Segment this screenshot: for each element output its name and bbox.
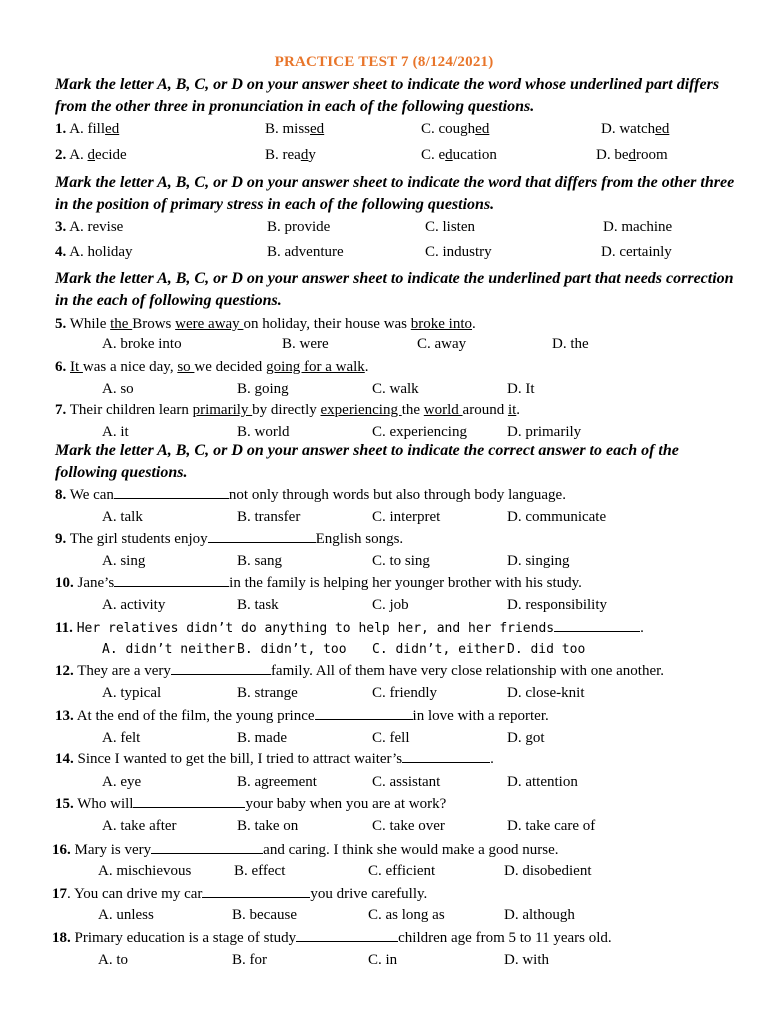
instruction-pronunciation: Mark the letter A, B, C, or D on your answer sheet to indicate the word whose underlined part differs from the other three in pronunciation in each of the following questions.: [55, 76, 720, 115]
option-b: B. because: [232, 907, 297, 923]
option-a: A. sing: [102, 553, 146, 569]
option-d: D. attention: [507, 774, 578, 790]
option-c: C. friendly: [372, 685, 437, 701]
option-a: A. to: [98, 952, 128, 968]
option-c: C. didn’t, either: [372, 642, 506, 657]
test-title: PRACTICE TEST 7 (8/124/2021): [274, 54, 494, 70]
option-d: D. bedroom: [596, 147, 668, 163]
question-14-stem: 14. Since I wanted to get the bill, I tried to attract waiter’s .: [55, 751, 494, 767]
option-c: C. job: [372, 597, 409, 613]
answer-blank: [554, 619, 640, 632]
answer-blank: [171, 662, 271, 675]
option-b: B. transfer: [237, 509, 301, 525]
option-a: A. it: [102, 424, 129, 440]
question-6-stem: 6. It was a nice day, so we decided going for a walk.: [55, 359, 369, 375]
option-a: A. mischievous: [98, 863, 192, 879]
instruction-stress: Mark the letter A, B, C, or D on your answer sheet to indicate the word that differs from the other three in the position of primary stress in each of the following questions.: [55, 174, 735, 213]
option-a: A. talk: [102, 509, 143, 525]
option-c: C. as long as: [368, 907, 445, 923]
option-d: D. certainly: [601, 244, 672, 260]
option-a: A. take after: [102, 818, 177, 834]
option-b: B. agreement: [237, 774, 317, 790]
option-c: C. away: [417, 336, 467, 352]
option-c: C. listen: [425, 219, 476, 235]
option-d: D. disobedient: [504, 863, 592, 879]
option-a: A. eye: [102, 774, 142, 790]
answer-blank: [133, 795, 245, 808]
option-b: B. task: [237, 597, 279, 613]
option-d: D. watched: [601, 121, 670, 137]
question-7-stem: 7. Their children learn primarily by directly experiencing the world around it.: [55, 402, 521, 418]
option-c: C. walk: [372, 381, 419, 397]
answer-blank: [402, 750, 490, 763]
option-c: C. industry: [425, 244, 492, 260]
option-d: D. communicate: [507, 509, 607, 525]
option-d: D. the: [552, 336, 589, 352]
option-b: B. didn’t, too: [237, 642, 347, 657]
option-b: B. going: [237, 381, 289, 397]
option-d: D. responsibility: [507, 597, 607, 613]
option-c: C. assistant: [372, 774, 441, 790]
option-b: B. effect: [234, 863, 286, 879]
option-d: D. although: [504, 907, 575, 923]
option-d: D. primarily: [507, 424, 582, 440]
answer-blank: [315, 707, 413, 720]
option-b: B. world: [237, 424, 290, 440]
option-c: C. experiencing: [372, 424, 467, 440]
option-a: A. unless: [98, 907, 154, 923]
option-c: C. education: [421, 147, 497, 163]
option-b: B. adventure: [267, 244, 344, 260]
option-b: B. were: [282, 336, 329, 352]
option-d: D. with: [504, 952, 549, 968]
option-a: A. felt: [102, 730, 141, 746]
option-d: D. It: [507, 381, 535, 397]
answer-blank: [208, 530, 316, 543]
answer-blank: [202, 885, 310, 898]
question-18-stem: 18. Primary education is a stage of study children age from 5 to 11 years old.: [52, 930, 612, 946]
option-c: C. interpret: [372, 509, 441, 525]
option-c: C. take over: [372, 818, 445, 834]
question-16-stem: 16. Mary is very and caring. I think she would make a good nurse.: [52, 842, 559, 858]
option-b: B. ready: [265, 147, 316, 163]
instruction-correction: Mark the letter A, B, C, or D on your answer sheet to indicate the underlined part that needs correction in the each of following questions.: [55, 270, 734, 309]
option-c: C. coughed: [421, 121, 490, 137]
option-d: D. singing: [507, 553, 570, 569]
option-a: A. so: [102, 381, 134, 397]
option-a: 3. A. revise: [55, 219, 124, 235]
answer-blank: [114, 486, 229, 499]
option-d: D. close-knit: [507, 685, 585, 701]
answer-blank: [296, 929, 398, 942]
question-5-stem: 5. While the Brows were away on holiday, their house was broke into.: [55, 316, 476, 332]
option-b: B. sang: [237, 553, 282, 569]
option-b: B. missed: [265, 121, 325, 137]
option-c: C. efficient: [368, 863, 436, 879]
question-8-stem: 8. We can not only through words but also through body language.: [55, 487, 566, 503]
option-a: A. broke into: [102, 336, 182, 352]
option-c: C. in: [368, 952, 398, 968]
option-a: A. activity: [102, 597, 166, 613]
question-number: 1. A. filled: [55, 121, 120, 137]
option-b: B. made: [237, 730, 287, 746]
instruction-correct-answer: Mark the letter A, B, C, or D on your answer sheet to indicate the correct answer to each of the following questions.: [55, 442, 679, 481]
question-11-stem: 11. Her relatives didn’t do anything to help her, and her friends .: [55, 620, 644, 636]
option-b: B. for: [232, 952, 267, 968]
option-a: A. didn’t neither: [102, 642, 236, 657]
question-17-stem: 17. You can drive my car you drive carefully.: [52, 886, 428, 902]
option-d: D. got: [507, 730, 545, 746]
option-d: D. did too: [507, 642, 586, 657]
option-b: B. take on: [237, 818, 299, 834]
question-10-stem: 10. Jane’s in the family is helping her younger brother with his study.: [55, 575, 582, 591]
question-9-stem: 9. The girl students enjoy English songs.: [55, 531, 404, 547]
option-a: 4. A. holiday: [55, 244, 133, 260]
option-d: D. take care of: [507, 818, 596, 834]
option-b: B. strange: [237, 685, 298, 701]
question-13-stem: 13. At the end of the film, the young prince in love with a reporter.: [55, 708, 549, 724]
answer-blank: [114, 574, 229, 587]
option-b: B. provide: [267, 219, 331, 235]
answer-blank: [151, 841, 263, 854]
option-c: C. to sing: [372, 553, 430, 569]
option-d: D. machine: [603, 219, 673, 235]
option-a: A. typical: [102, 685, 162, 701]
option-c: C. fell: [372, 730, 410, 746]
option-a: 2. A. decide: [55, 147, 127, 163]
question-15-stem: 15. Who will your baby when you are at work?: [55, 796, 447, 812]
question-12-stem: 12. They are a very family. All of them have very close relationship with one another.: [55, 663, 665, 679]
